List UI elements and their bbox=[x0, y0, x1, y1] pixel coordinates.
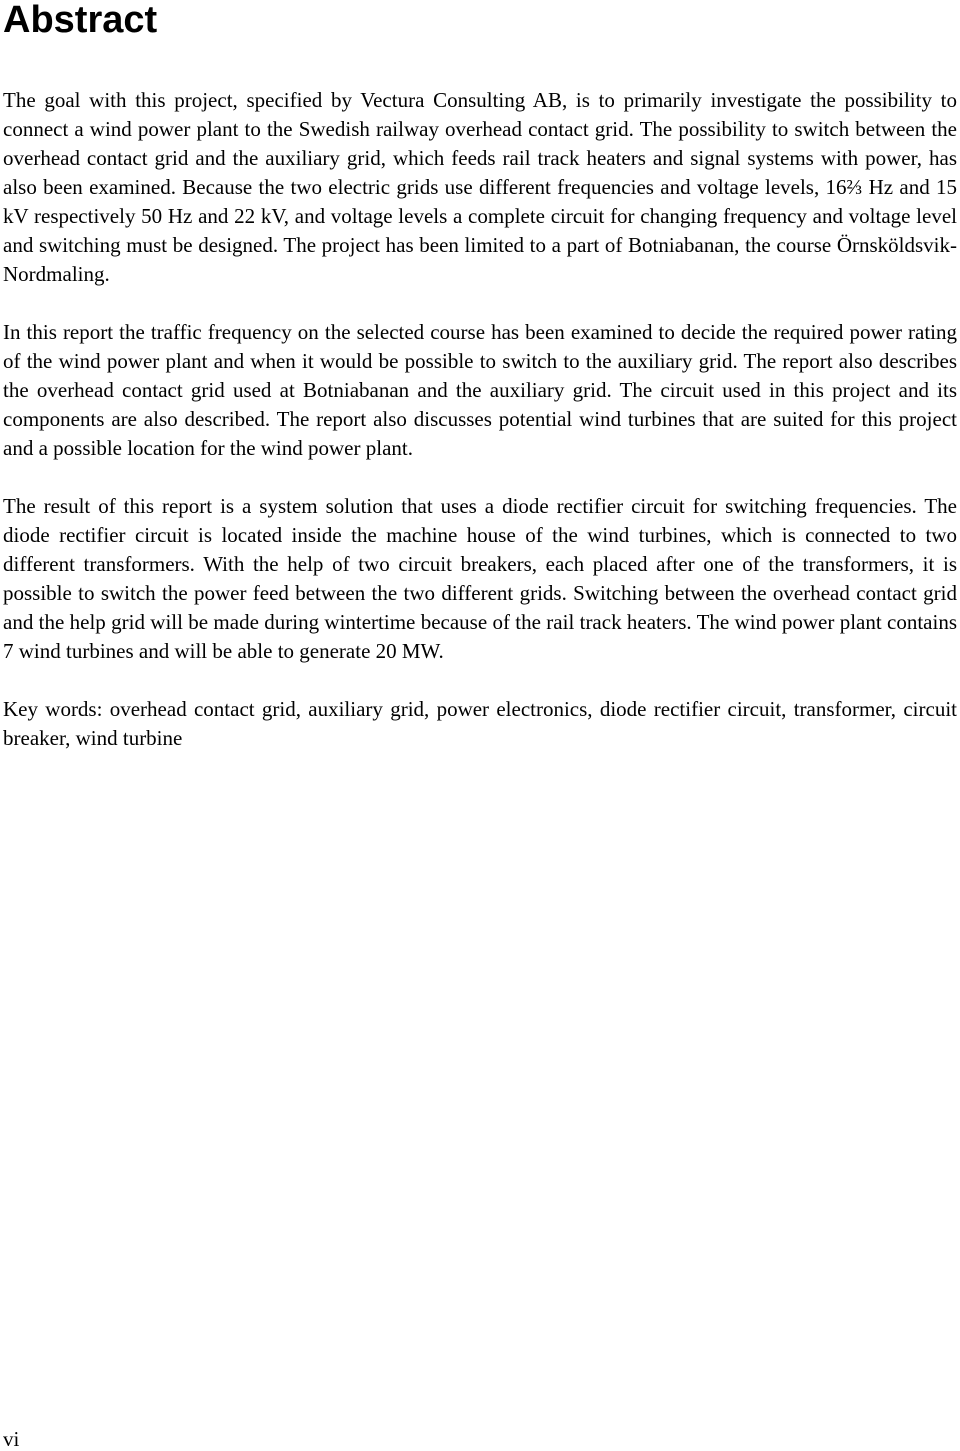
paragraph-keywords: Key words: overhead contact grid, auxiliary grid, power electronics, diode rectifier circuit, transformer, circuit breaker, wind turbine bbox=[3, 697, 957, 750]
paragraph-result: The result of this report is a system solution that uses a diode rectifier circuit for switching frequencies. The diode rectifier circuit is located inside the machine house of the wind turbines, which is connected to two different transformers. With the help of two circuit breakers, each placed after one of the transformers, it is possible to switch the power feed between the two different grids. Switching between the overhead contact grid and the help grid will be made during wintertime because of the rail track heaters. The wind power plant contains 7 wind turbines and will be able to generate 20 MW. bbox=[3, 494, 957, 663]
paragraph-goal: The goal with this project, specified by Vectura Consulting AB, is to primarily investigate the possibility to connect a wind power plant to the Swedish railway overhead contact grid. The possibility to switch between the overhead contact grid and the auxiliary grid, which feeds rail track heaters and signal systems with power, has also been examined. Because the two electric grids use different frequencies and voltage levels, 16⅔ Hz and 15 kV respectively 50 Hz and 22 kV, and voltage levels a complete circuit for changing frequency and voltage level and switching must be designed. The project has been limited to a part of Botniabanan, the course Örnsköldsvik-Nordmaling. bbox=[3, 88, 957, 286]
page-title: Abstract bbox=[3, 0, 158, 41]
paragraph-report-scope: In this report the traffic frequency on the selected course has been examined to decide the required power rating of the wind power plant and when it would be possible to switch to the auxiliary grid. The report also describes the overhead contact grid used at Botniabanan and the auxiliary grid. The circuit used in this project and its components are also described. The report also discusses potential wind turbines that are suited for this project and a possible location for the wind power plant. bbox=[3, 320, 957, 460]
abstract-body bbox=[3, 86, 957, 753]
page-number: vi bbox=[3, 1427, 20, 1451]
document-page bbox=[3, 0, 957, 782]
